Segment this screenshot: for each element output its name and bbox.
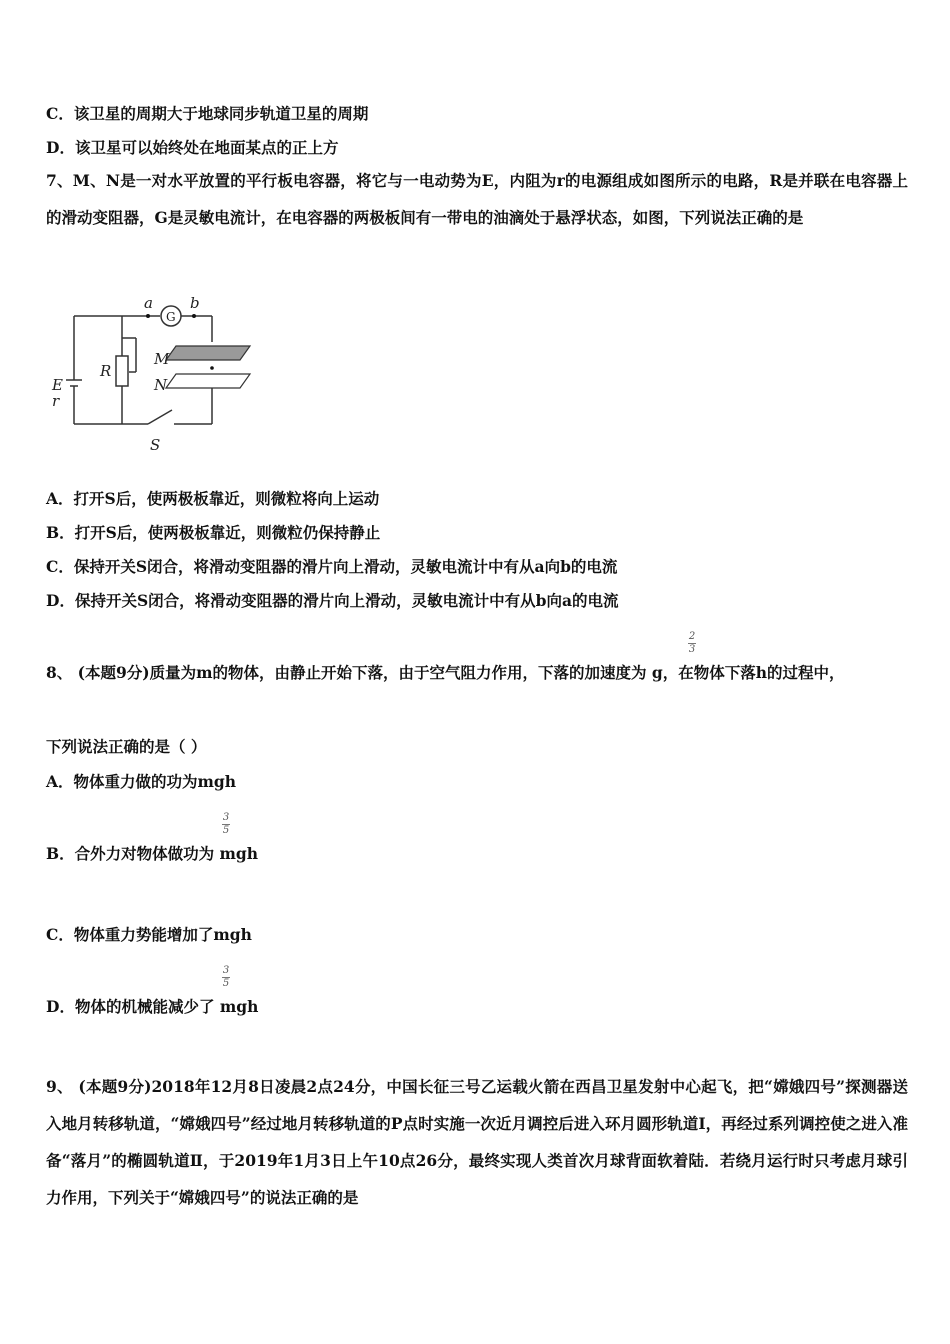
question-8-line1: 8、 (本题9分)质量为m的物体，由静止开始下落，由于空气阻力作用，下落的加速度为 g，在物体下落h的过程中， [46, 663, 845, 682]
label-s: S [150, 436, 161, 454]
fraction-b8: 3 5 [222, 812, 230, 836]
option-c-q7: C．保持开关S闭合，将滑动变阻器的滑片向上滑动，灵敏电流计中有从a向b的电流 [46, 557, 618, 576]
option-b-q8: B．合外力对物体做功为 mgh [46, 844, 259, 863]
label-m: M [154, 350, 170, 368]
label-r-resistor: R [100, 362, 112, 380]
label-e: E [52, 376, 63, 394]
option-c-q8: C．物体重力势能增加了mgh [46, 925, 252, 944]
oil-drop [210, 366, 214, 370]
question-8-line2: 下列说法正确的是（ ） [46, 737, 207, 756]
question-9-text: 9、 (本题9分)2018年12月8日凌晨2点24分，中国长征三号乙运载火箭在西昌卫星发射中心起飞，把“嫦娥四号”探测器送入地月转移轨道，“嫦娥四号”经过地月转移轨道的P点时实施一次近月调控后进入环月圆形轨道I，再经过系列调控使之进入准备“落月”的椭圆轨道Ⅱ，于2019年1月3日上午10点26分，最终实现人类首次月球背面软着陆．若绕月运行时只考虑月球引力作用，下列关于“嫦娥四号”的说法正确的是 [46, 1077, 908, 1207]
option-d-q7: D．保持开关S闭合，将滑动变阻器的滑片向上滑动，灵敏电流计中有从b向a的电流 [46, 591, 619, 610]
plate-m [166, 346, 250, 360]
question-7-text: 7、M、N是一对水平放置的平行板电容器，将它与一电动势为E，内阻为r的电源组成如图所示的电路，R是并联在电容器上的滑动变阻器，G是灵敏电流计，在电容器的两极板间有一带电的油滴处于悬浮状态，如图，下列说法正确的是 [46, 171, 908, 227]
label-n: N [154, 376, 168, 394]
option-a-q7: A．打开S后，使两极板靠近，则微粒将向上运动 [46, 489, 380, 508]
label-a: a [144, 294, 153, 312]
option-d-q6: D．该卫星可以始终处在地面某点的正上方 [46, 138, 339, 157]
option-d-q8: D．物体的机械能减少了 mgh [46, 997, 259, 1016]
option-b-q7: B．打开S后，使两极板靠近，则微粒仍保持静止 [46, 523, 381, 542]
label-g: G [166, 310, 176, 324]
option-c-q6: C．该卫星的周期大于地球同步轨道卫星的周期 [46, 104, 369, 123]
option-a-q8: A．物体重力做的功为mgh [46, 772, 237, 791]
circuit-diagram [50, 292, 260, 457]
fraction-q8: 2 3 [688, 631, 696, 655]
label-b: b [190, 294, 200, 312]
fraction-d8: 3 5 [222, 965, 230, 989]
label-r-internal: r [52, 392, 60, 410]
plate-n [166, 374, 250, 388]
